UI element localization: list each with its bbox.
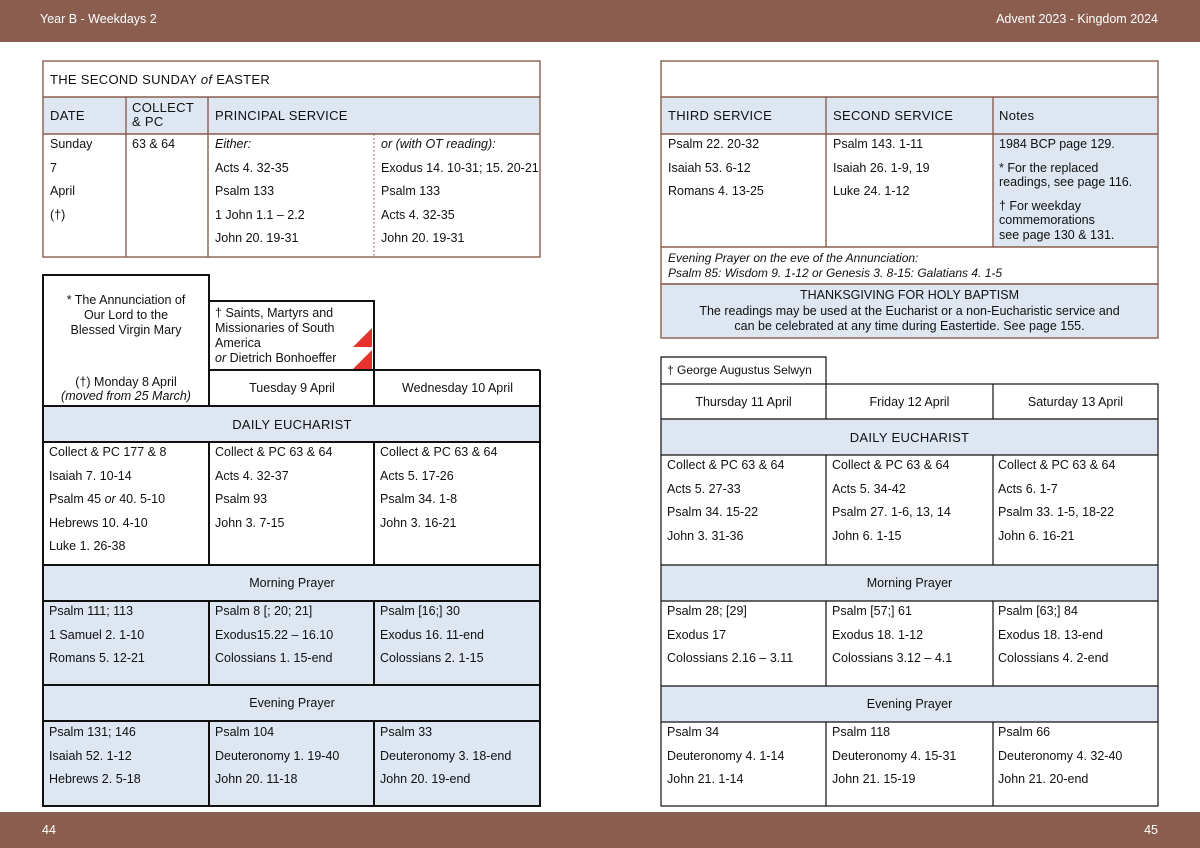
reading: Romans 4. 13-25	[668, 184, 764, 198]
sunday-collect: 63 & 64	[132, 137, 176, 151]
sunday-title-part: THE SECOND SUNDAY	[50, 72, 201, 87]
evening-friday	[832, 721, 956, 792]
reading: John 21. 15-19	[832, 772, 916, 786]
or-word: or	[104, 492, 116, 506]
reading: Isaiah 53. 6-12	[668, 160, 751, 175]
date-line: April	[50, 184, 76, 198]
col-collect-line: COLLECT	[132, 101, 195, 115]
left-evening-prayer: Evening Prayer	[249, 696, 335, 710]
monday-label	[44, 375, 208, 403]
reading: Psalm [63;] 84	[998, 604, 1078, 618]
note-line: see page 130 & 131.	[999, 227, 1115, 242]
reading: Psalm 33	[380, 725, 433, 739]
reading: Deuteronomy 4. 1-14	[667, 748, 785, 763]
right-morning-prayer: Morning Prayer	[866, 576, 953, 590]
reading: Psalm 27. 1-6, 13, 14	[832, 505, 951, 519]
reading: Isaiah 26. 1-9, 19	[833, 160, 930, 175]
reading: John 3. 7-15	[215, 515, 285, 530]
reading: John 6. 1-15	[832, 528, 902, 543]
saints-line: America	[215, 336, 261, 350]
selwyn-label: † George Augustus Selwyn	[667, 363, 812, 377]
reading: Hebrews 10. 4-10	[49, 515, 148, 530]
reading: Collect & PC 63 & 64	[998, 458, 1116, 472]
reading: Psalm 133	[215, 184, 275, 198]
reading: John 21. 1-14	[667, 772, 744, 786]
reading: Colossians 3.12 – 4.1	[832, 651, 953, 665]
reading: Psalm 93	[215, 492, 268, 506]
note-line: readings, see page 116.	[999, 175, 1133, 189]
reading: John 20. 19-31	[215, 231, 299, 245]
reading: Acts 4. 32-35	[215, 160, 289, 175]
red-triangle-icon	[353, 350, 372, 369]
saints-line: Saints, Martyrs and	[225, 306, 334, 320]
day-header-saturday: Saturday 13 April	[1027, 395, 1124, 409]
saints-line: Dietrich Bonhoeffer	[226, 351, 337, 365]
morning-wednesday	[380, 600, 484, 671]
annunciation-line: Our Lord to the	[83, 308, 169, 322]
right-evening-prayer: Evening Prayer	[866, 697, 953, 711]
header-left: Year B - Weekdays 2	[40, 12, 157, 26]
thanksgiving-line: can be celebrated at any time during Eastertide. See page 155.	[734, 319, 1085, 333]
reading: Deuteronomy 1. 19-40	[215, 748, 340, 763]
reading: Exodus 17	[667, 627, 727, 642]
morning-thursday	[667, 600, 793, 671]
reading: Collect & PC 177 & 8	[49, 445, 167, 459]
reading: Isaiah 52. 1-12	[49, 748, 132, 763]
reading: Psalm 104	[215, 725, 275, 739]
reading: Psalm 8 [; 20; 21]	[215, 604, 313, 618]
reading: Exodus 16. 11-end	[380, 627, 485, 642]
reading: Luke 24. 1-12	[833, 184, 910, 198]
evening-monday	[49, 721, 141, 792]
saints-line: Missionaries of South	[215, 321, 335, 335]
reading: Acts 4. 32-37	[215, 468, 289, 483]
reading: Luke 1. 26-38	[49, 539, 126, 553]
reading: Romans 5. 12-21	[49, 651, 145, 665]
reading: Acts 5. 27-33	[667, 481, 741, 496]
reading: Collect & PC 63 & 64	[832, 458, 950, 472]
reading: Colossians 2.16 – 3.11	[667, 651, 794, 665]
or-heading: or (with OT reading):	[381, 137, 496, 151]
thanksgiving-title: THANKSGIVING FOR HOLY BAPTISM	[799, 288, 1020, 302]
eucharist-saturday	[998, 454, 1115, 548]
col-notes: Notes	[999, 108, 1035, 123]
reading: John 3. 31-36	[667, 528, 744, 543]
reading: Acts 4. 32-35	[381, 207, 455, 222]
reading: Psalm 118	[832, 725, 891, 739]
reading: Exodus 18. 1-12	[832, 627, 924, 642]
reading: Psalm 111; 113	[49, 604, 134, 618]
reading: Psalm 45	[49, 492, 105, 506]
col-second-service: SECOND SERVICE	[833, 108, 954, 123]
eve-line: Evening Prayer on the eve of the Annunciation:	[668, 251, 919, 265]
col-collect-line: & PC	[132, 114, 164, 129]
reading: Psalm 33. 1-5, 18-22	[998, 505, 1115, 519]
col-principal: PRINCIPAL SERVICE	[215, 108, 348, 123]
reading: Deuteronomy 4. 32-40	[998, 748, 1123, 763]
reading: Exodus 18. 13-end	[998, 627, 1103, 642]
reading: 1 John 1.1 – 2.2	[215, 207, 305, 222]
reading: Acts 6. 1-7	[998, 481, 1058, 496]
reading: Psalm 34. 1-8	[380, 492, 458, 506]
eucharist-friday	[832, 454, 951, 548]
reading: Psalm 143. 1-11	[833, 137, 924, 151]
morning-monday	[49, 600, 145, 671]
reading: Acts 5. 34-42	[832, 481, 906, 496]
reading: Exodus 14. 10-31; 15. 20-21	[381, 160, 539, 175]
left-daily-eucharist: DAILY EUCHARIST	[232, 417, 352, 432]
left-week-grid	[0, 0, 600, 812]
reading: Deuteronomy 3. 18-end	[380, 748, 512, 763]
reading: Psalm 131; 146	[49, 725, 136, 739]
red-triangle-icon	[353, 328, 372, 347]
reading: Psalm 34. 15-22	[667, 505, 759, 519]
morning-friday	[832, 600, 952, 671]
reading: Exodus15.22 – 16.10	[215, 627, 334, 642]
day-header-friday: Friday 12 April	[869, 395, 950, 409]
eucharist-thursday	[667, 454, 784, 548]
header-right: Advent 2023 - Kingdom 2024	[996, 12, 1158, 26]
reading: John 21. 20-end	[998, 772, 1089, 786]
date-line: Sunday	[50, 137, 93, 151]
date-line: 7	[50, 160, 57, 175]
note-line: * For the replaced	[999, 160, 1099, 175]
page-number-left: 44	[42, 823, 56, 837]
reading: 40. 5-10	[115, 492, 166, 506]
saints-label	[215, 306, 336, 366]
morning-saturday	[998, 600, 1108, 671]
evening-wednesday	[380, 721, 511, 792]
date-line: (†)	[50, 207, 66, 222]
thanksgiving-line: The readings may be used at the Eucharist or a non-Eucharistic service and	[699, 303, 1120, 318]
reading: John 20. 19-end	[380, 772, 471, 786]
evening-saturday	[998, 721, 1122, 792]
annunciation-line: * The Annunciation of	[66, 293, 186, 307]
dagger-mark: †	[215, 306, 226, 320]
col-third-service: THIRD SERVICE	[668, 108, 773, 123]
reading: Psalm 66	[998, 725, 1051, 739]
reading: Psalm 133	[381, 184, 441, 198]
reading: Colossians 1. 15-end	[215, 651, 333, 665]
reading: Colossians 2. 1-15	[380, 651, 484, 665]
left-morning-prayer: Morning Prayer	[249, 576, 335, 590]
eve-line: Psalm 85: Wisdom 9. 1-12 or Genesis 3. 8-15: Galatians 4. 1-5	[668, 266, 1003, 280]
note-line: commemorations	[999, 213, 1095, 227]
page-number-right: 45	[1144, 823, 1158, 837]
note-line: † For weekday	[999, 198, 1081, 213]
reading: Collect & PC 63 & 64	[380, 445, 498, 459]
reading: 1 Samuel 2. 1-10	[49, 627, 145, 642]
reading: Collect & PC 63 & 64	[667, 458, 785, 472]
day-header-tuesday: Tuesday 9 April	[249, 381, 335, 395]
reading: Collect & PC 63 & 64	[215, 445, 333, 459]
day-header-wednesday: Wednesday 10 April	[402, 381, 513, 395]
reading: Isaiah 7. 10-14	[49, 468, 132, 483]
evening-thursday	[667, 721, 784, 792]
reading: Psalm [16;] 30	[380, 604, 460, 618]
evening-tuesday	[215, 721, 339, 792]
reading: Colossians 4. 2-end	[998, 651, 1109, 665]
sunday-title-part: EASTER	[212, 72, 271, 87]
reading: Deuteronomy 4. 15-31	[832, 748, 957, 763]
reading: John 20. 19-31	[381, 231, 465, 245]
moved-note: (moved from 25 March)	[61, 389, 191, 403]
day-header-thursday: Thursday 11 April	[695, 395, 792, 409]
reading: John 20. 11-18	[215, 772, 298, 786]
monday-date: (†) Monday 8 April	[75, 375, 177, 389]
or-word: or	[215, 351, 227, 365]
reading: Psalm 22. 20-32	[668, 137, 760, 151]
either-heading: Either:	[215, 137, 252, 151]
eucharist-wednesday	[380, 441, 497, 535]
eucharist-monday	[49, 441, 166, 559]
reading: Acts 5. 17-26	[380, 468, 454, 483]
reading: John 3. 16-21	[380, 515, 457, 530]
col-date: DATE	[50, 108, 85, 123]
sunday-title-of: of	[200, 72, 213, 87]
annunciation-line: Blessed Virgin Mary	[70, 323, 182, 337]
annunciation-label	[44, 293, 208, 338]
eucharist-tuesday	[215, 441, 332, 535]
page-footer	[0, 812, 1200, 848]
note-line: 1984 BCP page 129.	[999, 137, 1115, 151]
reading: Psalm 34	[667, 725, 720, 739]
right-daily-eucharist: DAILY EUCHARIST	[849, 430, 970, 445]
reading: Psalm [57;] 61	[832, 604, 912, 618]
morning-tuesday	[215, 600, 333, 671]
reading: Hebrews 2. 5-18	[49, 772, 141, 786]
reading: Psalm 28; [29]	[667, 604, 747, 618]
reading: John 6. 16-21	[998, 528, 1075, 543]
